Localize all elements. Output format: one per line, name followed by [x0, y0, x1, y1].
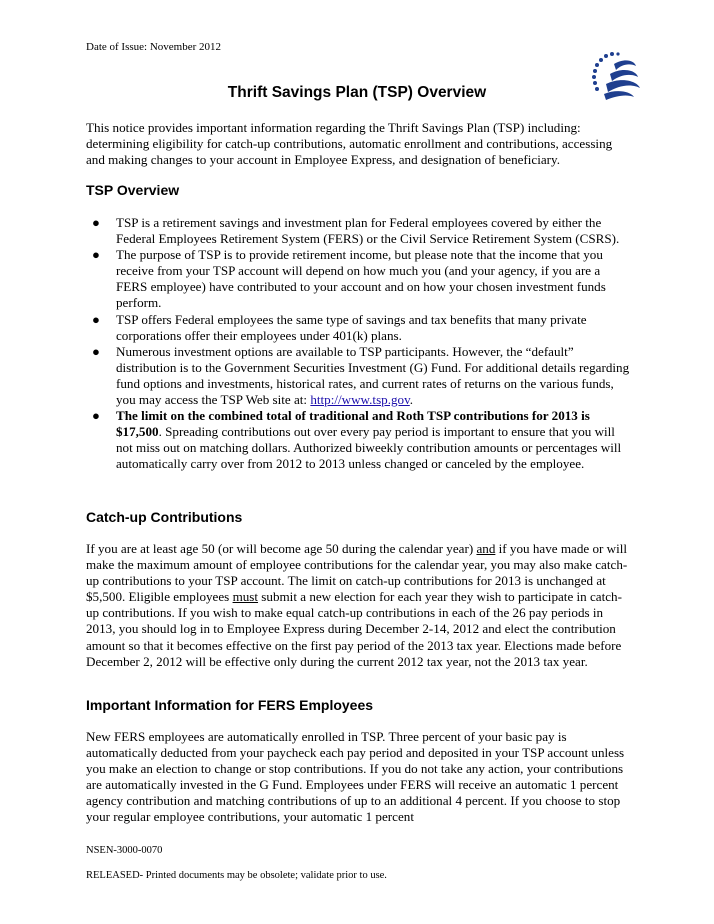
list-item — [92, 312, 632, 344]
contribution-limit-bold: The limit on the combined total of traditional and Roth TSP contributions for 2013 is $17,500 — [116, 408, 590, 440]
underlined-must: must — [232, 589, 259, 605]
list-item-text: TSP is a retirement savings and investment plan for Federal employees covered by either the Federal Employees Retirement System (FERS) or the Civil Service Retirement System (CSRS). — [116, 215, 620, 247]
catch-up-text: submit a new election for each year they wish to participate in catch-up contributions. If you wish to make equal catch-up contributions in each of the 26 pay periods in 2013, you should log in to Employee Express during December 2-14, 2012 and elect the contribution amount so that it becomes effective on the first pay period of the 2013 tax year. Elections made before December 2, 2012 will be effective only during the current 2012 tax year, not the 2013 tax year. — [86, 589, 622, 669]
list-item — [92, 408, 632, 472]
intro-paragraph: This notice provides important information regarding the Thrift Savings Plan (TSP) including: determining eligibility for catch-up contributions, automatic enrollment and contributions, accessing and making changes to your account in Employee Express, and designation of beneficiary. — [86, 120, 613, 168]
list-item-text: The purpose of TSP is to provide retirement income, but please note that the income that you receive from your TSP account will depend on how much you (and your agency, if you are a FERS employee) have contributed to your account and on how your chosen investment funds perform. — [116, 247, 606, 311]
catch-up-paragraph — [86, 541, 631, 670]
catch-up-text: if you have made or will make the maximum amount of employee contributions for the calendar year, you may also make catch-up contributions to your TSP account. The limit on catch-up contributions for 2013 is unchanged at $5,500. Eligible employees — [86, 541, 628, 605]
section-heading-fers: Important Information for FERS Employees — [86, 697, 374, 713]
bullet-icon: ● — [92, 247, 100, 263]
list-item-text: TSP offers Federal employees the same type of savings and tax benefits that many private corporations offer their employees under 401(k) plans. — [116, 311, 587, 343]
document-number: NSEN-3000-0070 — [86, 845, 163, 856]
released-note: RELEASED- Printed documents may be obsolete; validate prior to use. — [86, 870, 387, 881]
fers-paragraph: New FERS employees are automatically enrolled in TSP. Three percent of your basic pay is automatically deducted from your paycheck each pay period and deposited in your TSP account unless you make an election to change or stop contributions. If you do not take any action, your contributions are automatically invested in the G Fund. Employees under FERS will receive an automatic 1 percent agency contribution and matching contributions of up to an additional 4 percent. If you choose to stop your regular employee contributions, your automatic 1 percent — [86, 729, 625, 825]
bullet-icon: ● — [92, 215, 100, 230]
section-heading-catch-up: Catch-up Contributions — [86, 509, 243, 525]
list-item-text: Numerous investment options are available to TSP participants. However, the “default” distribution is to the Government Securities Investment (G) Fund. For additional details regarding fund options and investments, historical rates, and current rates of returns on the various funds, you may access the TSP Web site at: — [116, 343, 630, 408]
list-item — [92, 344, 632, 408]
list-item — [92, 215, 632, 247]
date-of-issue: Date of Issue: November 2012 — [86, 41, 222, 53]
tsp-overview-list — [92, 215, 632, 473]
bullet-icon: ● — [92, 408, 100, 424]
section-heading-tsp-overview: TSP Overview — [86, 182, 180, 198]
tsp-website-link[interactable]: http://www.tsp.gov — [310, 392, 410, 408]
catch-up-text: If you are at least age 50 (or will become age 50 during the calendar year) — [86, 541, 477, 556]
page-title: Thrift Savings Plan (TSP) Overview — [227, 84, 487, 101]
list-item-text-end: . — [409, 392, 414, 408]
bullet-icon: ● — [92, 311, 100, 327]
bullet-icon: ● — [92, 343, 100, 359]
list-item-text: . Spreading contributions out over every pay period is important to ensure that you will not miss out on matching dollars. Authorized biweekly contribution amounts or percentages will automatically carry over from 2012 to 2013 unless changed or canceled by the employee. — [116, 424, 622, 472]
underlined-and: and — [476, 541, 496, 556]
list-item — [92, 247, 632, 311]
